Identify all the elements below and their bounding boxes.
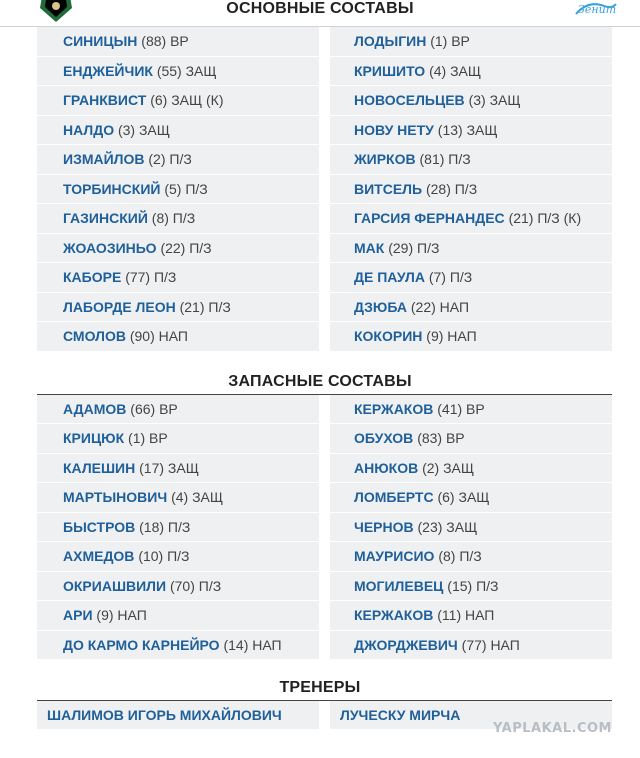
zenit-logo-text: Зенит — [578, 3, 617, 16]
player-row[interactable] — [330, 86, 612, 116]
player-name[interactable]: БЫСТРОВ — [63, 518, 136, 535]
player-name[interactable]: МАРТЫНОВИЧ — [63, 489, 168, 505]
player-name[interactable]: ЧЕРНОВ — [354, 518, 414, 535]
player-row[interactable] — [330, 513, 612, 543]
player-number-position: (6) ЗАЩ — [437, 489, 490, 505]
player-name[interactable]: ГАЗИНСКИЙ — [63, 210, 148, 226]
player-number-position: (83) ВР — [417, 430, 465, 446]
player-row[interactable] — [37, 424, 319, 454]
player-name[interactable]: ГРАНКВИСТ — [63, 92, 147, 108]
player-row[interactable] — [37, 293, 319, 323]
starting-away-column — [330, 27, 612, 352]
player-name[interactable]: СМОЛОВ — [63, 328, 126, 344]
player-row[interactable] — [330, 601, 612, 631]
player-number-position: (3) ЗАЩ — [468, 92, 521, 108]
zenit-logo-icon[interactable] — [574, 0, 618, 18]
player-number-position: (5) П/З — [164, 180, 208, 197]
player-number-position: (2) ЗАЩ — [422, 459, 475, 476]
player-name[interactable]: КОКОРИН — [354, 328, 423, 344]
player-number-position: (11) НАП — [437, 607, 495, 623]
player-name[interactable]: ЖОАОЗИНЬО — [63, 239, 157, 256]
player-name[interactable]: ТОРБИНСКИЙ — [63, 180, 161, 197]
player-row[interactable] — [330, 234, 612, 264]
watermark: YAPLAKAL.COM — [493, 721, 612, 736]
player-number-position: (55) ЗАЩ — [156, 62, 217, 79]
player-name[interactable]: НОВУ НЕТУ — [354, 121, 434, 138]
player-number-position: (81) П/З — [419, 151, 471, 167]
player-row[interactable] — [330, 175, 612, 205]
player-number-position: (17) ЗАЩ — [139, 459, 199, 476]
player-number-position: (18) П/З — [139, 518, 191, 535]
player-number-position: (8) П/З — [151, 210, 196, 226]
player-number-position: (28) П/З — [425, 180, 478, 197]
player-number-position: (1) ВР — [128, 430, 168, 446]
away-coach[interactable]: ЛУЧЕСКУ МИРЧА — [330, 701, 612, 729]
player-number-position: (22) НАП — [410, 298, 470, 315]
player-row[interactable] — [37, 322, 319, 352]
player-name[interactable]: ОБУХОВ — [354, 430, 414, 446]
starting-header — [0, 0, 640, 26]
player-row[interactable] — [330, 542, 612, 572]
player-number-position: (90) НАП — [129, 328, 188, 344]
home-coach[interactable]: ШАЛИМОВ ИГОРЬ МИХАЙЛОВИЧ — [37, 701, 319, 729]
player-name[interactable]: ДЖОРДЖЕВИЧ — [354, 636, 458, 653]
player-row[interactable] — [37, 483, 319, 513]
player-name[interactable]: ГАРСИЯ ФЕРНАНДЕС — [354, 210, 505, 226]
player-name[interactable]: ЛОМБЕРТС — [354, 489, 434, 505]
subs-away-column — [330, 395, 612, 661]
player-number-position: (7) П/З — [428, 269, 473, 285]
player-row[interactable] — [37, 57, 319, 87]
player-name[interactable]: МАУРИСИО — [354, 548, 435, 564]
player-number-position: (29) П/З — [388, 239, 440, 256]
player-number-position: (77) П/З — [125, 269, 177, 285]
player-number-position: (70) П/З — [169, 577, 222, 594]
player-row[interactable] — [37, 572, 319, 602]
player-number-position: (15) П/З — [447, 577, 499, 594]
player-name[interactable]: ИЗМАЙЛОВ — [63, 151, 145, 167]
player-row[interactable] — [330, 631, 612, 661]
player-name[interactable]: МОГИЛЕВЕЦ — [354, 577, 444, 594]
player-number-position: (2) П/З — [148, 151, 192, 167]
player-row[interactable] — [330, 454, 612, 484]
player-row[interactable] — [37, 601, 319, 631]
player-name[interactable]: КАБОРЕ — [63, 269, 122, 285]
player-name[interactable]: АДАМОВ — [63, 400, 127, 417]
player-row[interactable] — [330, 424, 612, 454]
player-row[interactable] — [37, 631, 319, 661]
player-name[interactable]: ЖИРКОВ — [354, 151, 416, 167]
player-row[interactable] — [37, 454, 319, 484]
player-name[interactable]: ДО КАРМО КАРНЕЙРО — [63, 636, 220, 653]
player-number-position: (88) ВР — [141, 33, 189, 49]
player-row[interactable] — [37, 27, 319, 57]
player-row[interactable] — [37, 204, 319, 234]
player-number-position: (41) ВР — [437, 400, 485, 417]
player-number-position: (14) НАП — [223, 636, 282, 653]
player-row[interactable] — [37, 513, 319, 543]
subs-lineups — [0, 395, 640, 661]
player-number-position: (10) П/З — [138, 548, 190, 564]
player-name[interactable]: КРИЦЮК — [63, 430, 125, 446]
player-name[interactable]: КАЛЕШИН — [63, 459, 136, 476]
player-row[interactable] — [330, 572, 612, 602]
player-number-position: (6) ЗАЩ (К) — [150, 92, 224, 108]
player-number-position: (9) НАП — [96, 607, 147, 623]
player-name[interactable]: ЛОДЫГИН — [354, 33, 427, 49]
player-name[interactable]: НАЛДО — [63, 121, 115, 138]
player-name[interactable]: ДЗЮБА — [354, 298, 407, 315]
player-row[interactable] — [330, 322, 612, 352]
player-row[interactable] — [330, 204, 612, 234]
player-name[interactable]: КРИШИТО — [354, 62, 426, 79]
player-number-position: (22) П/З — [160, 239, 212, 256]
player-number-position: (8) П/З — [438, 548, 482, 564]
player-name[interactable]: ОКРИАШВИЛИ — [63, 577, 167, 594]
player-row[interactable] — [37, 175, 319, 205]
player-name[interactable]: МАК — [354, 239, 385, 256]
player-row[interactable] — [37, 116, 319, 146]
player-row[interactable] — [330, 57, 612, 87]
player-name[interactable]: АНЮКОВ — [354, 459, 419, 476]
starting-lineups — [0, 26, 640, 352]
player-name[interactable]: КЕРЖАКОВ — [354, 607, 434, 623]
player-name[interactable]: НОВОСЕЛЬЦЕВ — [354, 92, 465, 108]
player-number-position: (66) ВР — [130, 400, 178, 417]
player-row[interactable] — [330, 293, 612, 323]
player-name[interactable]: КЕРЖАКОВ — [354, 400, 434, 417]
player-row[interactable] — [37, 395, 319, 425]
player-number-position: (21) П/З — [179, 298, 231, 315]
starting-home-column — [37, 27, 319, 352]
coaches-title: ТРЕНЕРЫ — [279, 679, 361, 696]
player-row[interactable] — [37, 145, 319, 175]
player-number-position: (21) П/З (К) — [508, 210, 582, 226]
player-row[interactable] — [37, 86, 319, 116]
subs-title: ЗАПАСНЫЕ СОСТАВЫ — [228, 372, 412, 390]
player-name[interactable]: ЛАБОРДЕ ЛЕОН — [63, 298, 176, 315]
player-row[interactable] — [330, 483, 612, 513]
player-row[interactable] — [330, 263, 612, 293]
krasnodar-crest-icon[interactable] — [38, 0, 74, 22]
player-name[interactable]: АХМЕДОВ — [63, 548, 135, 564]
starting-title: ОСНОВНЫЕ СОСТАВЫ — [226, 0, 414, 17]
player-number-position: (4) ЗАЩ — [171, 489, 224, 505]
player-row[interactable] — [330, 395, 612, 425]
player-row[interactable] — [330, 145, 612, 175]
player-number-position: (1) ВР — [430, 33, 470, 49]
player-name[interactable]: ВИТСЕЛЬ — [354, 180, 423, 197]
player-row[interactable] — [37, 263, 319, 293]
subs-home-column — [37, 395, 319, 661]
player-name[interactable]: ДЕ ПАУЛА — [354, 269, 425, 285]
player-number-position: (9) НАП — [426, 328, 477, 344]
player-number-position: (77) НАП — [461, 636, 520, 653]
player-name[interactable]: СИНИЦЫН — [63, 33, 138, 49]
player-name[interactable]: АРИ — [63, 607, 93, 623]
player-row[interactable] — [330, 116, 612, 146]
player-row[interactable] — [330, 27, 612, 57]
player-row[interactable] — [37, 234, 319, 264]
player-number-position: (4) ЗАЩ — [429, 62, 481, 79]
player-name[interactable]: ЕНДЖЕЙЧИК — [63, 62, 153, 79]
player-number-position: (23) ЗАЩ — [417, 518, 478, 535]
player-row[interactable] — [37, 542, 319, 572]
player-number-position: (13) ЗАЩ — [437, 121, 498, 138]
player-number-position: (3) ЗАЩ — [117, 121, 170, 138]
